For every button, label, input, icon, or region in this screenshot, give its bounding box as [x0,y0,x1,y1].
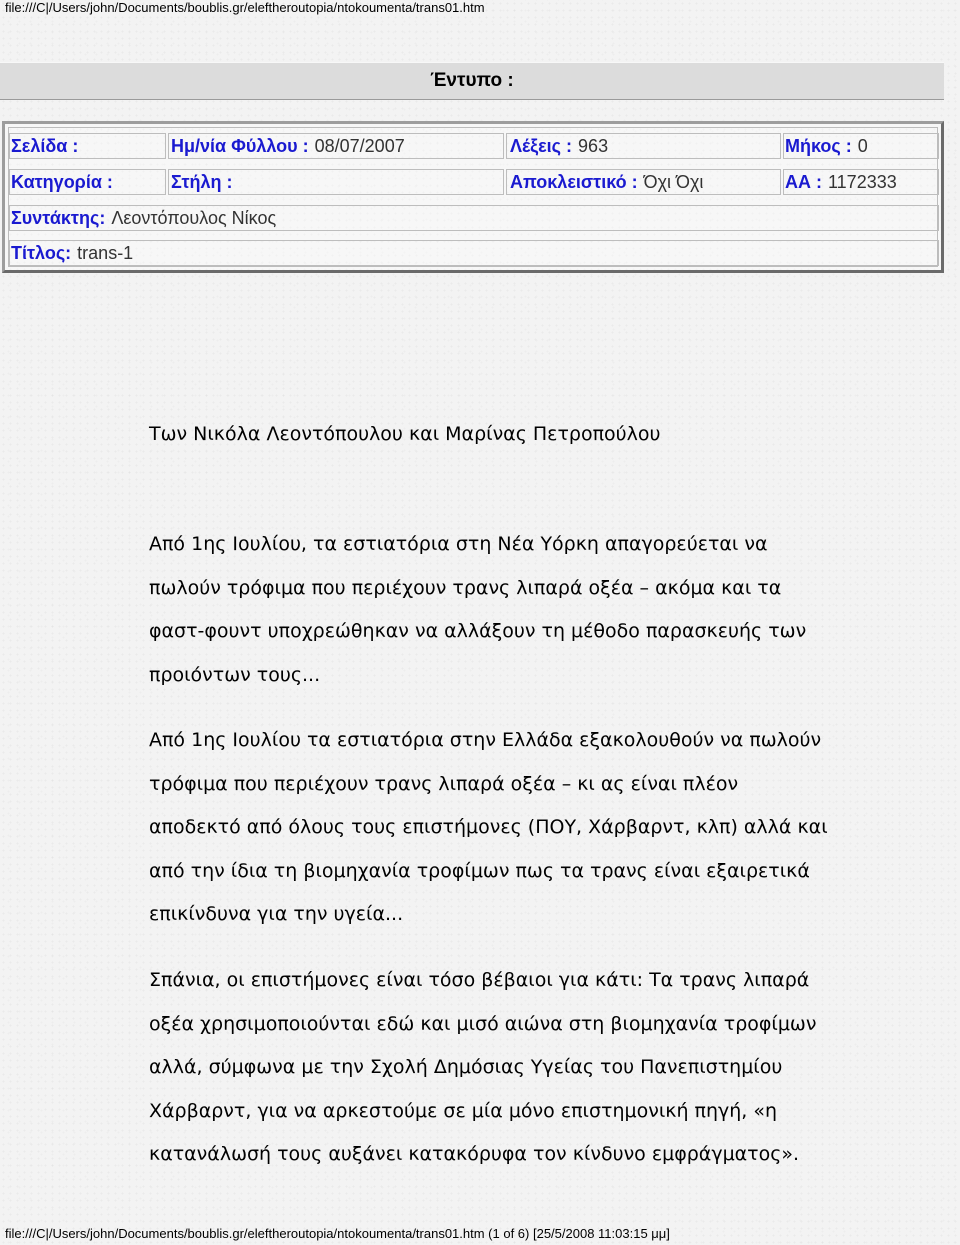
metadata-panel [2,121,944,273]
metadata-row-1 [11,131,939,161]
paragraph-line: από την ίδια τη βιομηχανία τροφίμων πως τα τρανς είναι εξαιρετικά [149,859,810,882]
paragraph-line: κατανάλωσή τους αυξάνει κατακόρυφα τον κίνδυνο εμφράγματος». [149,1143,800,1165]
form-title: Έντυπο : [430,70,514,91]
length-label: Μήκος : [785,135,852,156]
article-paragraph-3 [149,959,949,1177]
author-label: Συντάκτης: [11,207,106,228]
length-value: 0 [857,135,868,156]
paragraph-line: προιόντων τους... [149,663,321,686]
title-field [11,238,133,268]
paragraph-line: αλλά, σύμφωνα με την Σχολή Δημόσιας Υγείας του Πανεπιστημίου [149,1056,783,1078]
metadata-row-3 [11,203,939,233]
paragraph-line: φαστ-φουντ υποχρεώθηκαν να αλλάξουν τη μέθοδο παρασκευής των [149,620,807,642]
author-value: Λεοντόπουλος Νίκος [111,207,277,228]
category-field [11,167,119,197]
page-label: Σελίδα : [11,135,79,156]
cell-frame [9,240,939,266]
article-byline: Των Νικόλα Λεοντόπουλου και Μαρίνας Πετροπούλου [149,423,661,445]
length-field [785,131,868,161]
date-label: Ημ/νία Φύλλου : [171,135,309,156]
page-field [11,131,84,161]
paragraph-line: τρόφιμα που περιέχουν τρανς λιπαρά οξέα – κι ας είναι πλέον [149,772,739,795]
paragraph-line: Από 1ης Ιουλίου, τα εστιατόρια στη Νέα Υόρκη απαγορεύεται να [149,533,768,555]
article-paragraph-1 [149,523,949,697]
date-field [171,131,405,161]
aa-label: ΑΑ : [785,171,822,192]
paragraph-line: πωλούν τρόφιμα που περιέχουν τρανς λιπαρά οξέα – ακόμα και τα [149,576,782,599]
aa-field [785,167,897,197]
exclusive-value: Όχι Όχι [643,171,704,192]
exclusive-label: Αποκλειστικό : [510,171,638,192]
title-label: Τίτλος: [11,242,72,263]
words-label: Λέξεις : [510,135,573,156]
print-footer-url: file:///C|/Users/john/Documents/boublis.gr/eleftheroutopia/ntokoumenta/trans01.htm (1 of 6) [25/5/2008 11:03:15 μμ] [5,1226,670,1241]
words-field [510,131,608,161]
paragraph-line: Από 1ης Ιουλίου τα εστιατόρια στην Ελλάδα εξακολουθούν να πωλούν [149,729,822,751]
paragraph-line: επικίνδυνα για την υγεία... [149,903,404,925]
paragraph-line: Χάρβαρντ, για να αρκεστούμε σε μία μόνο επιστημονική πηγή, «η [149,1099,778,1122]
article-paragraph-2 [149,719,949,937]
print-header-url: file:///C|/Users/john/Documents/boublis.gr/eleftheroutopia/ntokoumenta/trans01.htm [5,0,485,15]
exclusive-field [510,167,703,197]
paragraph-line: Σπάνια, οι επιστήμονες είναι τόσο βέβαιοι για κάτι: Τα τρανς λιπαρά [149,969,810,991]
words-value: 963 [578,135,609,156]
category-label: Κατηγορία : [11,171,113,192]
column-field [171,167,239,197]
metadata-row-4 [11,238,939,268]
date-value: 08/07/2007 [314,135,405,156]
column-label: Στήλη : [171,171,233,192]
paragraph-line: οξέα χρησιμοποιούνται εδώ και μισό αιώνα στη βιομηχανία τροφίμων [149,1012,817,1035]
form-title-bar [0,62,944,100]
metadata-row-2 [11,167,939,197]
paragraph-line: αποδεκτό από όλους τους επιστήμονες (ΠΟΥ, Χάρβαρντ, κλπ) αλλά και [149,816,828,838]
aa-value: 1172333 [828,171,897,192]
title-value: trans-1 [77,242,134,263]
author-field [11,203,276,233]
